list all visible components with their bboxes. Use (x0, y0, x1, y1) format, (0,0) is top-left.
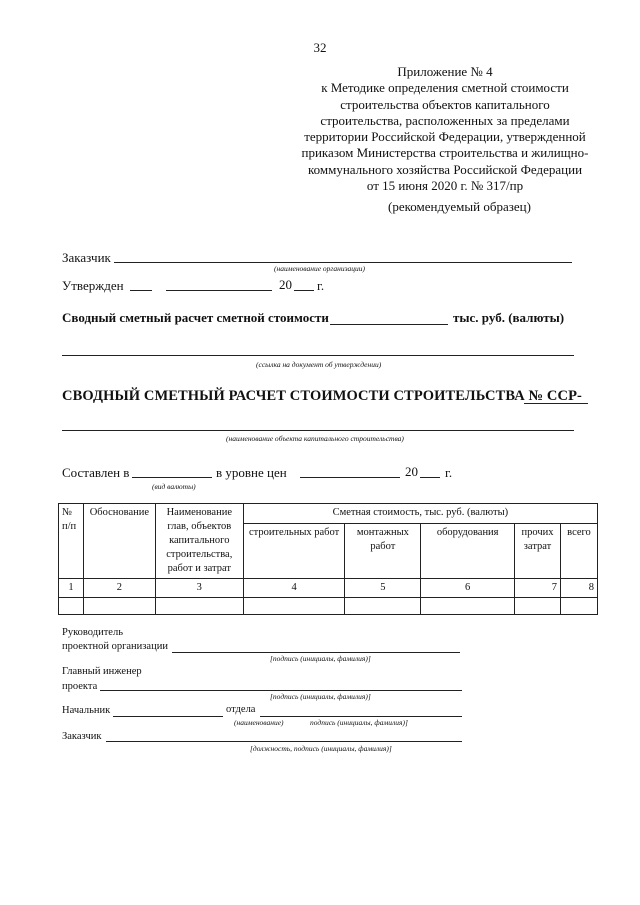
customer-signature-hint: [должность, подпись (инициалы, фамилия)] (250, 744, 392, 753)
table-cell[interactable] (155, 598, 243, 615)
head-signature-field[interactable] (172, 652, 460, 653)
col-number: 5 (345, 579, 421, 598)
table-header-row (59, 504, 598, 524)
col-number: 3 (155, 579, 243, 598)
table-cell[interactable] (83, 598, 155, 615)
title-number-field[interactable] (524, 403, 588, 404)
appendix-line: Приложение № 4 (397, 64, 493, 79)
col-number: 2 (83, 579, 155, 598)
dept-hint-name: (наименование) (234, 718, 284, 727)
compiled-label: Составлен в (62, 465, 130, 480)
approved-day-field[interactable] (130, 290, 152, 291)
appendix-line: приказом Министерства строительства и жилищно- (301, 145, 589, 161)
appendix-line: к Методике определения сметной стоимости (321, 80, 569, 96)
customer-field[interactable] (114, 262, 572, 263)
header-other: прочих затрат (515, 524, 561, 579)
customer-signature-field[interactable] (106, 741, 462, 742)
header-total: всего (561, 524, 598, 579)
object-name-field[interactable] (62, 430, 574, 431)
header-basis: Обоснование (83, 504, 155, 579)
header-cost-group: Сметная стоимость, тыс. руб. (валюты) (243, 504, 597, 524)
table-row[interactable] (59, 598, 598, 615)
dept-head-label: Начальник (62, 705, 111, 716)
head-label-line1: Руководитель (62, 627, 123, 638)
approval-reference-hint: (ссылка на документ об утверждении) (256, 360, 382, 369)
dept-head-name-field[interactable] (113, 716, 223, 717)
chief-label-line1: Главный инженер (62, 666, 142, 677)
col-number: 6 (421, 579, 515, 598)
object-name-hint: (наименование объекта капитального строительства) (226, 434, 404, 443)
dept-signature-field[interactable] (260, 716, 462, 717)
table-cell[interactable] (345, 598, 421, 615)
appendix-line: строительства объектов капитального (340, 96, 550, 112)
sample-note: (рекомендуемый образец) (388, 199, 531, 214)
document-title: СВОДНЫЙ СМЕТНЫЙ РАСЧЕТ СТОИМОСТИ СТРОИТЕЛЬСТВА № ССР- (62, 388, 582, 404)
col-number: 4 (243, 579, 345, 598)
price-level-field[interactable] (300, 477, 400, 478)
compiled-year-prefix: 20 (405, 464, 418, 479)
approved-month-field[interactable] (166, 290, 272, 291)
chief-signature-hint: [подпись (инициалы, фамилия)] (270, 692, 371, 701)
currency-hint: (вид валюты) (152, 482, 196, 491)
appendix-line: коммунального хозяйства Российской Федерации (307, 161, 583, 177)
approved-year-suffix: г. (317, 278, 325, 293)
col-number: 7 (515, 579, 561, 598)
price-level-label: в уровне цен (216, 465, 287, 480)
currency-field[interactable] (132, 477, 212, 478)
approved-year-prefix: 20 (279, 277, 292, 292)
estimate-table (58, 503, 598, 615)
col-number: 8 (561, 579, 598, 598)
header-num: № п/п (59, 504, 84, 579)
appendix-line: территории Российской Федерации, утвержденной (304, 129, 586, 145)
header-construction: строительных работ (243, 524, 345, 579)
chief-signature-field[interactable] (100, 690, 462, 691)
table-row (59, 579, 598, 598)
table-cell[interactable] (421, 598, 515, 615)
appendix-header (290, 64, 600, 194)
header-name: Наименование глав, объектов капитального строительства, работ и затрат (155, 504, 243, 579)
header-equipment: оборудования (421, 524, 515, 579)
summary-cost-unit: тыс. руб. (валюты) (453, 310, 565, 325)
col-number: 1 (59, 579, 84, 598)
dept-hint-sign: подпись (инициалы, фамилия)] (310, 718, 408, 727)
customer-hint: (наименование организации) (274, 264, 366, 273)
table-cell[interactable] (59, 598, 84, 615)
compiled-year-suffix: г. (445, 465, 453, 480)
compiled-year-field[interactable] (420, 477, 440, 478)
page-number: 32 (313, 40, 327, 55)
table-cell[interactable] (515, 598, 561, 615)
appendix-line: строительства, расположенных за пределами (320, 112, 570, 128)
approved-year-field[interactable] (294, 290, 314, 291)
header-installation: монтажных работ (345, 524, 421, 579)
head-signature-hint: [подпись (инициалы, фамилия)] (270, 654, 371, 663)
summary-cost-field[interactable] (330, 324, 448, 325)
head-label-line2: проектной организации (62, 641, 168, 652)
table-cell[interactable] (243, 598, 345, 615)
summary-cost-label: Сводный сметный расчет сметной стоимости (62, 310, 329, 325)
customer-label: Заказчик (62, 250, 111, 265)
table-cell[interactable] (561, 598, 598, 615)
customer-sign-label: Заказчик (62, 731, 102, 742)
chief-label-line2: проекта (62, 681, 98, 692)
approval-reference-field[interactable] (62, 355, 574, 356)
appendix-line: от 15 июня 2020 г. № 317/пр (366, 178, 524, 194)
approved-label: Утвержден (62, 278, 124, 293)
dept-label: отдела (226, 704, 256, 715)
